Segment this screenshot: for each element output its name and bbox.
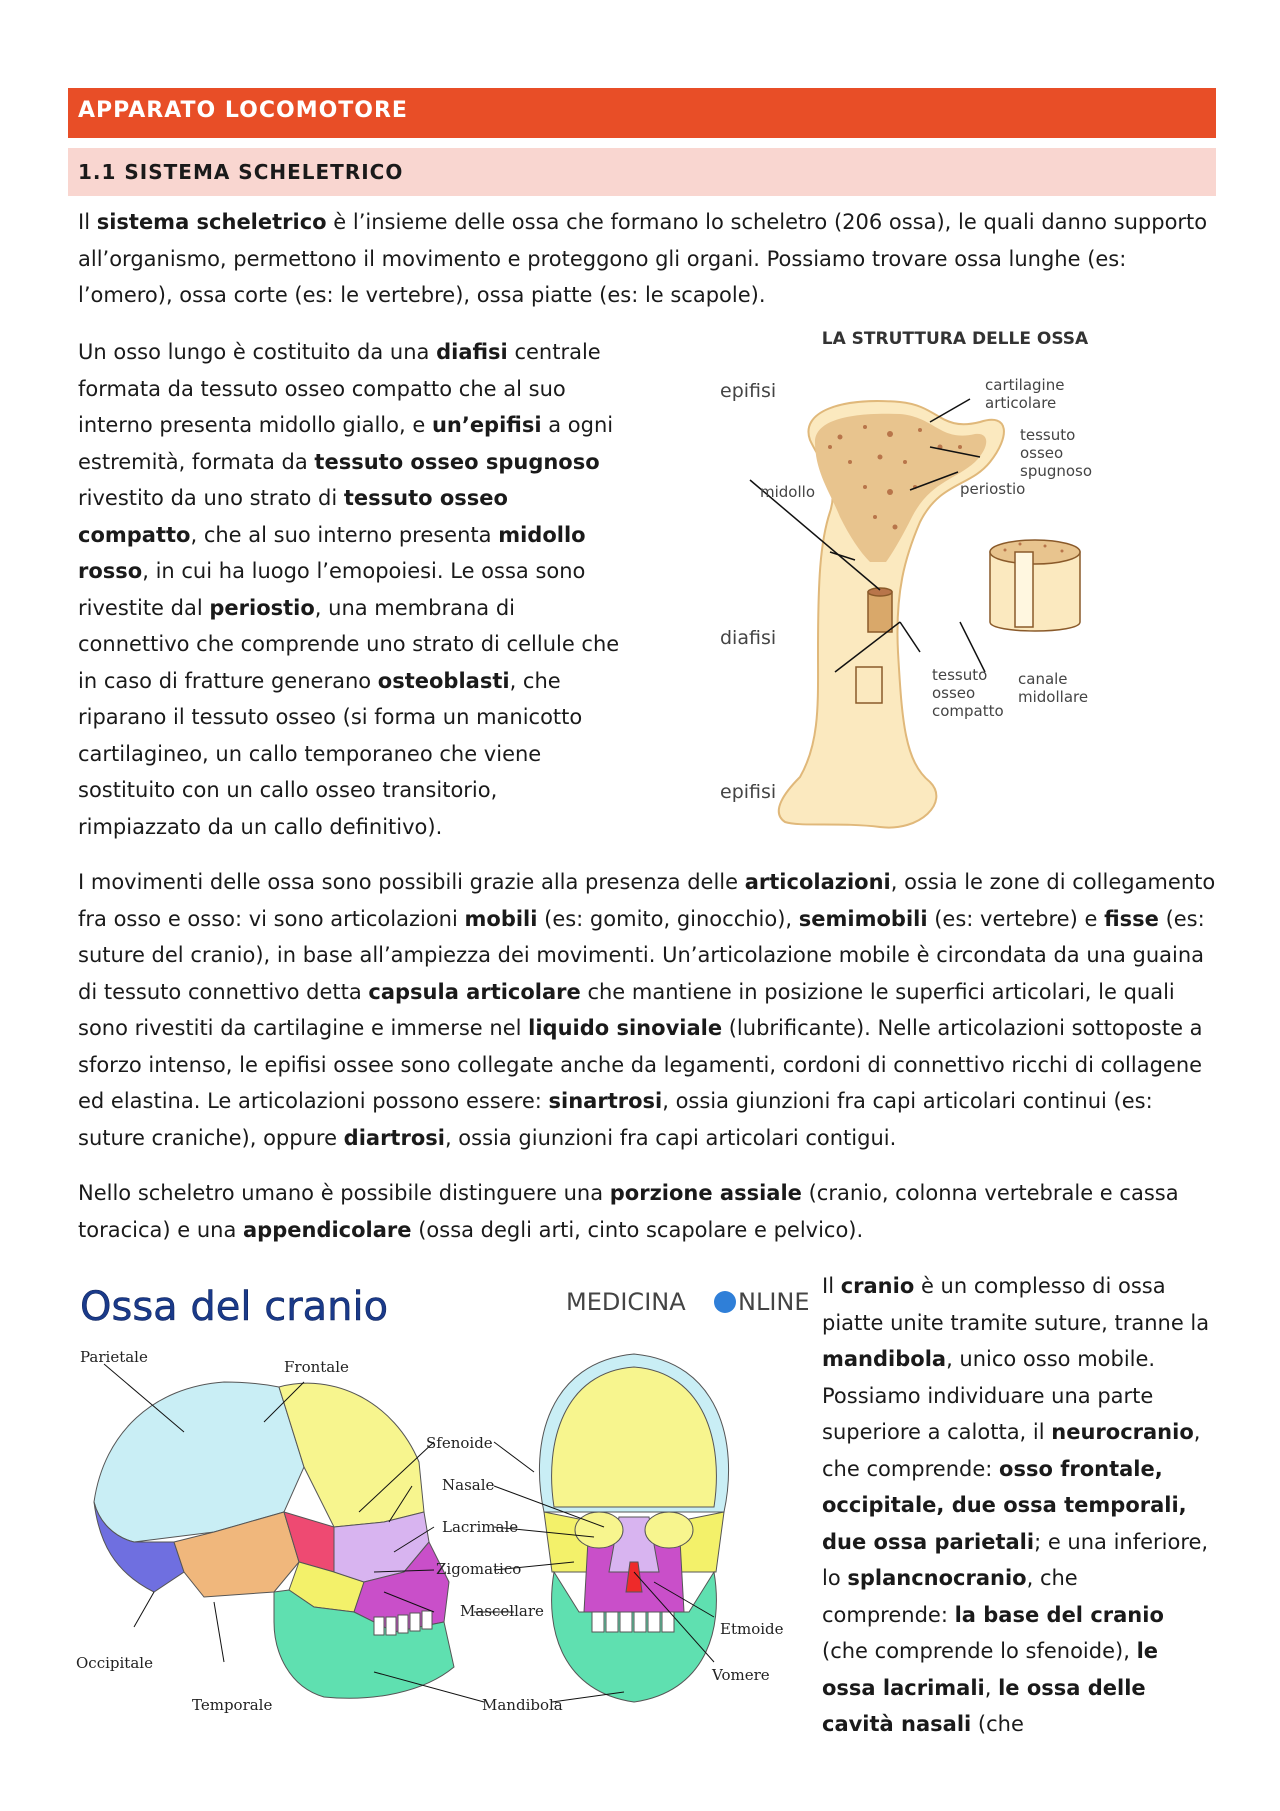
label-nasale: Nasale (442, 1476, 495, 1494)
label-cartilagine: cartilagine (985, 376, 1065, 394)
brand-globe-icon (714, 1291, 736, 1313)
brand-text-2: NLINE (738, 1288, 810, 1316)
label-vomere: Vomere (712, 1666, 770, 1684)
bold-term: le ossa delle cavità nasali (822, 1675, 1146, 1736)
skull-side-view (94, 1382, 454, 1698)
text-run: , che comprende: (822, 1566, 1078, 1627)
bold-term: le ossa lacrimali (822, 1639, 1159, 1700)
label-zigomatico: Zigomatico (436, 1560, 522, 1578)
skull-figure (74, 1272, 814, 1742)
label-periostio: periostio (960, 480, 1026, 498)
label-osseo-1: osseo (1020, 444, 1064, 462)
text-run: Un osso lungo è costituito da una (78, 340, 437, 364)
label-compatto: compatto (932, 702, 1004, 720)
section-title: 1.1 SISTEMA SCHELETRICO (78, 160, 404, 184)
chapter-header (68, 88, 1216, 138)
label-occipitale: Occipitale (76, 1654, 153, 1672)
text-run: è l’insieme delle ossa che formano lo scheletro (206 ossa), le quali danno supporto all’organismo, permettono il movimento e proteggono gli organi. Possiamo trovare ossa lunghe (es: l’omero), ossa corte (es: le vertebre), ossa piatte (es: le scapole). (78, 210, 1208, 307)
text-run: (cranio, colonna vertebrale e cassa toracica) e una (78, 1181, 1179, 1242)
text-run: , ossia giunzioni fra capi articolari contigui. (444, 1125, 897, 1150)
label-temporale: Temporale (192, 1696, 273, 1714)
bold-term: fisse (1104, 906, 1159, 931)
label-frontale: Frontale (284, 1358, 349, 1376)
text-run: che mantiene in posizione le superfici articolari, le quali sono rivestiti da cartilagine e immerse nel (78, 979, 1175, 1040)
text-run: , ossia le zone di collegamento fra osso e osso: vi sono articolazioni (78, 870, 1216, 931)
brand-text: MEDICINA (566, 1288, 686, 1316)
bold-term: tessuto osseo compatto (78, 486, 508, 547)
chapter-title: APPARATO LOCOMOTORE (78, 98, 408, 123)
label-articolare: articolare (985, 394, 1057, 412)
skull-figure-title: Ossa del cranio (80, 1284, 389, 1330)
text-run: , ossia giunzioni fra capi articolari continui (es: suture craniche), oppure (78, 1089, 1153, 1150)
label-midollo: midollo (760, 483, 815, 501)
bold-term: la base del cranio (954, 1602, 1164, 1627)
front-orbit-left (575, 1512, 623, 1548)
label-etmoide: Etmoide (720, 1620, 784, 1638)
bone-section (990, 540, 1080, 631)
bold-term: appendicolare (243, 1217, 412, 1242)
joints-paragraph (78, 864, 1218, 1156)
text-run: I movimenti delle ossa sono possibili grazie alla presenza delle (78, 870, 745, 894)
text-run: (che comprende lo sfenoide), (822, 1639, 1137, 1663)
bold-term: liquido sinoviale (528, 1016, 723, 1040)
bold-term: sistema scheletrico (96, 210, 327, 234)
text-run: (che (971, 1712, 1024, 1736)
portions-paragraph (78, 1175, 1218, 1248)
bold-term: midollo rosso (78, 522, 586, 583)
frontal-bone (279, 1383, 424, 1527)
text-run: , una membrana di connettivo che comprende uno strato di cellule che in caso di fratture generano (78, 595, 620, 693)
text-run: , in cui ha luogo l’emopoiesi. Le ossa sono rivestite dal (78, 559, 586, 620)
bone-figure-title: LA STRUTTURA DELLE OSSA (821, 329, 1089, 349)
bold-term: mandibola (822, 1347, 947, 1371)
intro-paragraph (78, 204, 1218, 314)
text-run: (es: gomito, ginocchio), (537, 906, 799, 931)
label-lacrimale: Lacrimale (442, 1518, 519, 1536)
bold-term: mobili (464, 906, 538, 931)
text-run: , (984, 1675, 999, 1700)
section-header (68, 148, 1216, 196)
label-tessuto-1: tessuto (1020, 426, 1076, 444)
bold-term: semimobili (798, 906, 928, 931)
text-run: è un complesso di ossa piatte unite tramite suture, tranne la (822, 1274, 1210, 1335)
text-run: (ossa degli arti, cinto scapolare e pelvico). (411, 1217, 864, 1242)
label-osseo-2: osseo (932, 684, 976, 702)
bold-term: cranio (840, 1274, 915, 1298)
label-tessuto-2: tessuto (932, 666, 988, 684)
label-diafisi: diafisi (720, 627, 777, 649)
bold-term: osteoblasti (377, 668, 510, 693)
label-mandibola: Mandibola (482, 1696, 563, 1714)
bold-term: sinartrosi (548, 1089, 663, 1113)
label-canale: canale (1018, 670, 1068, 688)
text-run: a ogni estremità, formata da (78, 413, 614, 474)
front-orbit-right (645, 1512, 693, 1548)
label-epifisi-top: epifisi (720, 380, 777, 402)
text-run: , che comprende: (822, 1420, 1201, 1481)
bold-term: porzione assiale (609, 1181, 802, 1205)
bold-term: capsula articolare (368, 979, 581, 1004)
bold-term: periostio (209, 595, 315, 620)
text-run: Il (78, 210, 97, 234)
skull-front-view (539, 1354, 728, 1702)
bold-term: diartrosi (343, 1125, 445, 1150)
text-run: (es: suture del cranio), in base all’ampiezza dei movimenti. Un’articolazione mobile è circondata da una guaina di tessuto connettivo detta (78, 906, 1205, 1004)
bold-term: un’epifisi (431, 413, 542, 437)
label-parietale: Parietale (80, 1348, 148, 1366)
text-run: ; e una inferiore, lo (822, 1529, 1209, 1590)
label-midollare: midollare (1018, 688, 1089, 706)
label-spugnoso: spugnoso (1020, 462, 1093, 480)
bold-term: diafisi (436, 340, 508, 364)
text-run: (es: vertebre) e (927, 906, 1105, 931)
bold-term: tessuto osseo spugnoso (314, 449, 600, 474)
bold-term: neurocranio (1051, 1420, 1194, 1444)
label-mascellare: Mascellare (460, 1602, 544, 1620)
skull-paragraph (822, 1268, 1210, 1743)
bone-structure-figure (690, 322, 1210, 842)
text-run: , che riparano il tessuto osseo (si forma un manicotto cartilagineo, un callo temporaneo che viene sostituito con un callo osseo transitorio, rimpiazzato da un callo definitivo). (78, 668, 583, 839)
text-run: centrale formata da tessuto osseo compatto che al suo interno presenta midollo giallo, e (78, 340, 601, 437)
text-run: Il (822, 1274, 841, 1298)
text-run: rivestito da uno strato di (78, 486, 344, 510)
text-run: , unico osso mobile. Possiamo individuare una parte superiore a calotta, il (822, 1347, 1156, 1444)
label-epifisi-bottom: epifisi (720, 781, 777, 803)
text-run: Nello scheletro umano è possibile distinguere una (78, 1181, 610, 1205)
label-sfenoide: Sfenoide (426, 1434, 493, 1452)
marrow-cylinder (868, 592, 892, 632)
long-bone-paragraph (78, 334, 626, 845)
bold-term: splancnocranio (847, 1566, 1027, 1590)
text-run: (lubrificante). Nelle articolazioni sottoposte a sforzo intenso, le epifisi ossee sono collegate anche da legamenti, cordoni di connettivo ricchi di collagene ed elastina. Le articolazioni possono essere: (78, 1016, 1203, 1113)
bold-term: osso frontale, occipitale, due ossa temporali, due ossa parietali (822, 1456, 1187, 1554)
text-run: , che al suo interno presenta (190, 522, 499, 547)
bold-term: articolazioni (744, 870, 891, 894)
